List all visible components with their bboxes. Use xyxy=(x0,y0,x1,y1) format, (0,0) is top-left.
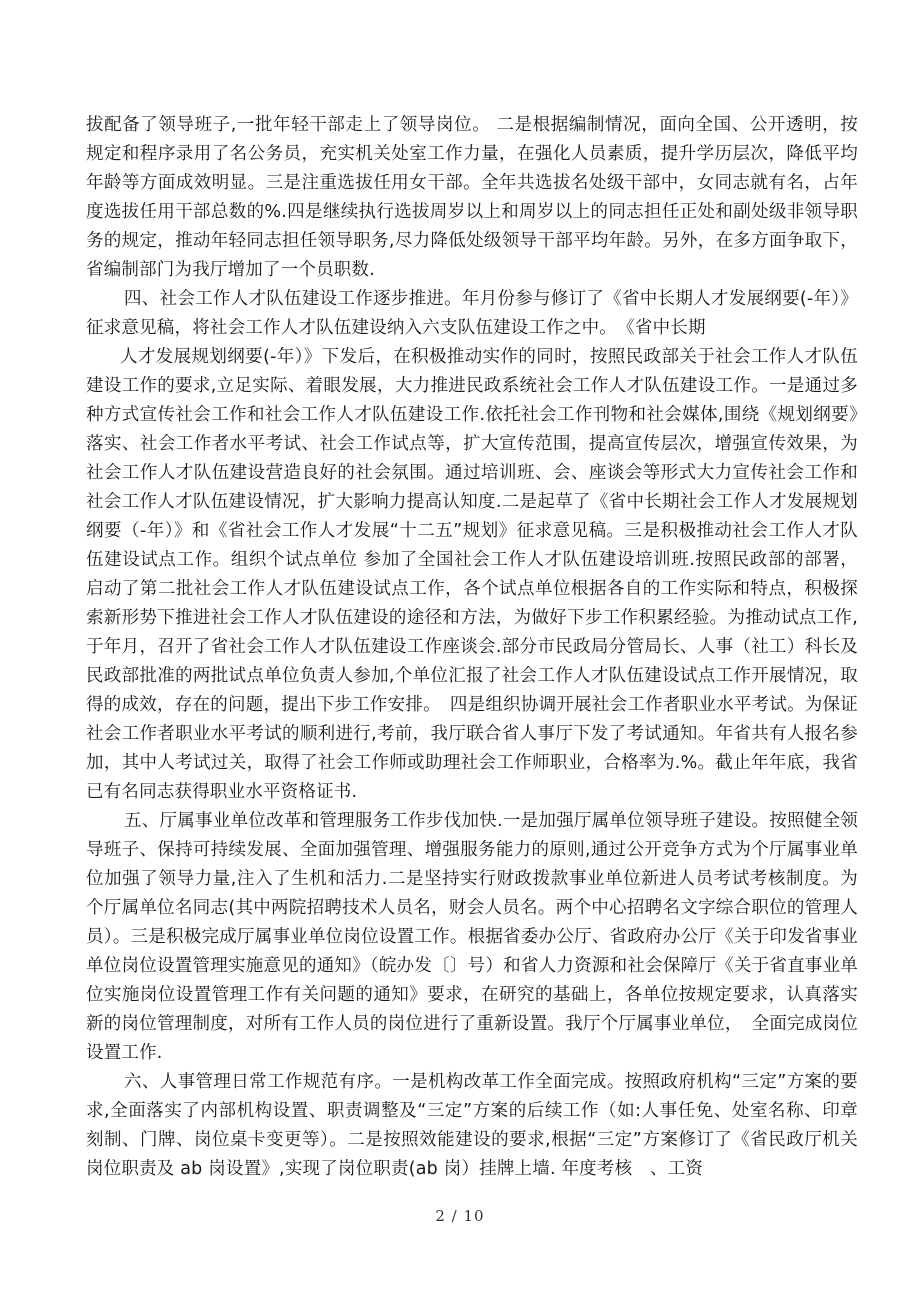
document-body xyxy=(86,111,858,1184)
paragraph-social-work-talent-heading: 四、社会工作人才队伍建设工作逐步推进。年月份参与修订了《省中长期人才发展纲要(-年）》征求意见稿，将社会工作人才队伍建设纳入六支队伍建设工作之中。 《省中长期 xyxy=(86,289,858,338)
page-number: 2 / 10 xyxy=(435,1207,485,1225)
paragraph-personnel-management: 六、人事管理日常工作规范有序。一是机构改革工作全面完成。按照政府机构“三定”方案的要求,全面落实了内部机构设置、职责调整及“三定”方案的后续工作（如:人事任免、处室名称、印章刻制、门牌、岗位桌卡变更等）。二是按照效能建设的要求,根据“三定”方案修订了《省民政厅机关岗位职责及 ab 岗设置》,实现了岗位职责(ab 岗）挂牌上墙. 年度考核 、工资 xyxy=(86,1072,858,1179)
paragraph-affiliated-units: 五、厅属事业单位改革和管理服务工作步伐加快.一是加强厅属单位领导班子建设。按照健全领导班子、保持可持续发展、全面加强管理、增强服务能力的原则,通过公开竞争方式为个厅属事业单位加强了领导力量,注入了生机和活力.二是坚持实行财政拨款事业单位新进人员考试考核制度。为个厅属单位名同志(其中两院招聘技术人员名，财会人员名。两个中心招聘名文字综合职位的管理人员）。三是积极完成厅属事业单位岗位设置工作。根据省委办公厅、省政府办公厅《关于印发省事业单位岗位设置管理实施意见的通知》（皖办发〔〕号）和省人力资源和社会保障厅《关于省直事业单位实施岗位设置管理工作有关问题的通知》要求，在研究的基础上，各单位按规定要求，认真落实新的岗位管理制度，对所有工作人员的岗位进行了重新设置。我厅个厅属事业单位， 全面完成岗位设置工作. xyxy=(86,811,858,1063)
paragraph-cadre-selection: 拔配备了领导班子,一批年轻干部走上了领导岗位。 二是根据编制情况，面向全国、公开透明，按规定和程序录用了名公务员，充实机关处室工作力量，在强化人员素质，提升学历层次，降低平均年龄等方面成效明显。三是注重选拔任用女干部。全年共选拔名处级干部中，女同志就有名，占年度选拔任用干部总数的%.四是继续执行选拔周岁以上和周岁以上的同志担任正处和副处级非领导职务的规定，推动年轻同志担任领导职务,尽力降低处级领导干部平均年龄。另外，在多方面争取下，省编制部门为我厅增加了一个员职数. xyxy=(86,115,858,280)
paragraph-social-work-talent-body: 人才发展规划纲要(-年）》下发后，在积极推动实作的同时，按照民政部关于社会工作人才队伍建设工作的要求,立足实际、着眼发展，大力推进民政系统社会工作人才队伍建设工作。一是通过多种方式宣传社会工作和社会工作人才队伍建设工作.依托社会工作刊物和社会媒体,围绕《规划纲要》落实、社会工作者水平考试、社会工作试点等，扩大宣传范围，提高宣传层次，增强宣传效果，为社会工作人才队伍建设营造良好的社会氛围。通过培训班、会、座谈会等形式大力宣传社会工作和社会工作人才队伍建设情况，扩大影响力提高认知度.二是起草了《省中长期社会工作人才发展规划纲要（-年）》和《省社会工作人才发展“十二五”规划》征求意见稿。三是积极推动社会工作人才队伍建设试点工作。组织个试点单位 参加了全国社会工作人才队伍建设培训班.按照民政部的部署，启动了第二批社会工作人才队伍建设试点工作，各个试点单位根据各自的工作实际和特点，积极探索新形势下推进社会工作人才队伍建设的途径和方法，为做好下步工作积累经验。为推动试点工作,于年月，召开了省社会工作人才队伍建设工作座谈会.部分市民政局分管局长、人事（社工）科长及民政部批准的两批试点单位负责人参加,个单位汇报了社会工作人才队伍建设试点工作开展情况，取得的成效，存在的问题，提出下步工作安排。 四是组织协调开展社会工作者职业水平考试。为保证社会工作者职业水平考试的顺利进行,考前，我厅联合省人事厅下发了考试通知。年省共有人报名参加，其中人考试过关，取得了社会工作师或助理社会工作师职业，合格率为.%。截止年年底，我省已有名同志获得职业水平资格证书. xyxy=(86,347,858,802)
